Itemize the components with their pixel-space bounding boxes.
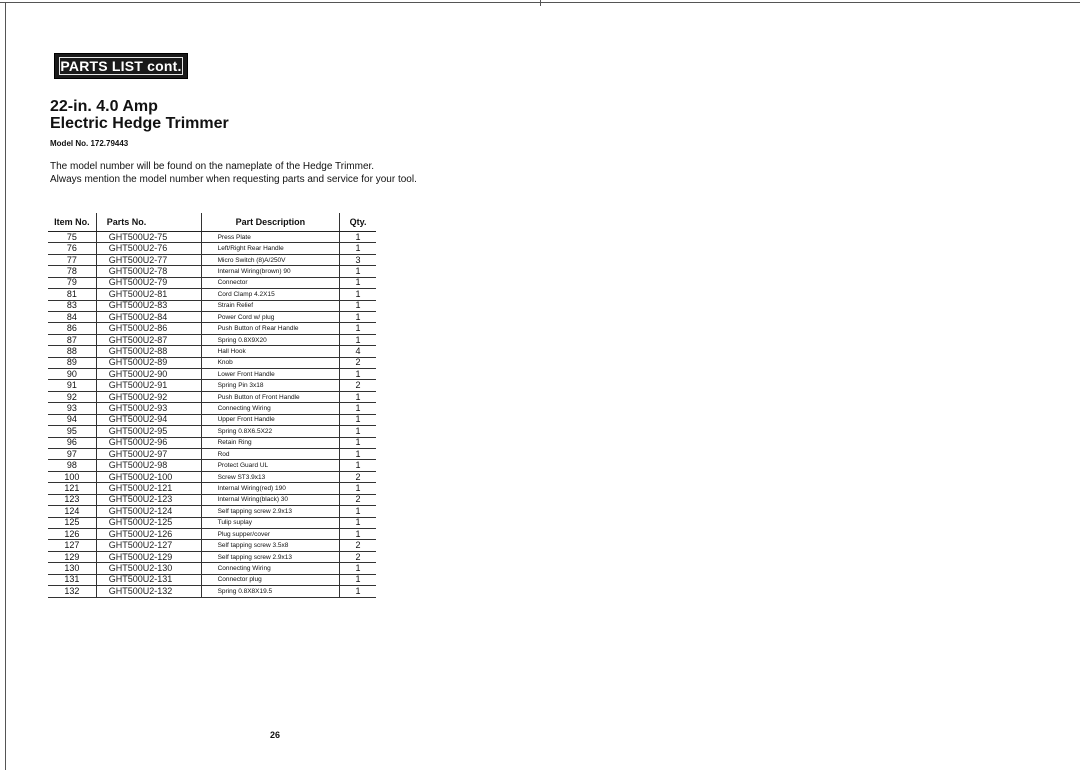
table-row — [48, 277, 376, 288]
cell-parts-no: GHT500U2-89 — [96, 357, 201, 368]
cell-item-no: 97 — [48, 449, 96, 460]
cell-item-no: 91 — [48, 380, 96, 391]
cell-part-description: Hall Hook — [201, 346, 339, 357]
cell-parts-no: GHT500U2-81 — [96, 289, 201, 300]
cell-part-description: Push Button of Front Handle — [201, 391, 339, 402]
cell-qty: 1 — [340, 289, 376, 300]
cell-part-description: Plug supper/cover — [201, 528, 339, 539]
cell-qty: 2 — [340, 494, 376, 505]
cell-item-no: 96 — [48, 437, 96, 448]
parts-table — [48, 213, 376, 598]
table-row — [48, 540, 376, 551]
cell-qty: 1 — [340, 300, 376, 311]
cell-parts-no: GHT500U2-98 — [96, 460, 201, 471]
cell-qty: 1 — [340, 369, 376, 380]
cell-item-no: 83 — [48, 300, 96, 311]
cell-parts-no: GHT500U2-124 — [96, 506, 201, 517]
cell-parts-no: GHT500U2-100 — [96, 471, 201, 482]
cell-part-description: Connecting Wiring — [201, 403, 339, 414]
table-row — [48, 300, 376, 311]
table-row — [48, 334, 376, 345]
cell-part-description: Power Cord w/ plug — [201, 311, 339, 322]
header-part-description: Part Description — [201, 213, 339, 232]
table-row — [48, 563, 376, 574]
table-row — [48, 346, 376, 357]
cell-qty: 1 — [340, 391, 376, 402]
cell-part-description: Push Button of Rear Handle — [201, 323, 339, 334]
table-row — [48, 391, 376, 402]
cell-part-description: Micro Switch (8)A/250V — [201, 254, 339, 265]
cell-qty: 1 — [340, 403, 376, 414]
cell-parts-no: GHT500U2-131 — [96, 574, 201, 585]
table-row — [48, 437, 376, 448]
cell-item-no: 88 — [48, 346, 96, 357]
cell-qty: 1 — [340, 574, 376, 585]
table-row — [48, 357, 376, 368]
cell-parts-no: GHT500U2-88 — [96, 346, 201, 357]
cell-parts-no: GHT500U2-76 — [96, 243, 201, 254]
cell-qty: 1 — [340, 266, 376, 277]
cell-qty: 1 — [340, 586, 376, 597]
cell-qty: 1 — [340, 437, 376, 448]
cell-part-description: Self tapping screw 3.5x8 — [201, 540, 339, 551]
cell-qty: 1 — [340, 506, 376, 517]
table-row — [48, 517, 376, 528]
cell-item-no: 123 — [48, 494, 96, 505]
table-header-row — [48, 213, 376, 232]
cell-qty: 2 — [340, 380, 376, 391]
table-row — [48, 586, 376, 597]
cell-qty: 1 — [340, 323, 376, 334]
page-center-tick — [540, 0, 541, 6]
cell-part-description: Self tapping screw 2.9x13 — [201, 506, 339, 517]
table-row — [48, 369, 376, 380]
table-row — [48, 449, 376, 460]
cell-part-description: Connector — [201, 277, 339, 288]
cell-part-description: Rod — [201, 449, 339, 460]
cell-item-no: 92 — [48, 391, 96, 402]
cell-parts-no: GHT500U2-121 — [96, 483, 201, 494]
page-number: 26 — [269, 730, 280, 740]
cell-item-no: 90 — [48, 369, 96, 380]
cell-part-description: Self tapping screw 2.9x13 — [201, 551, 339, 562]
cell-parts-no: GHT500U2-92 — [96, 391, 201, 402]
cell-part-description: Strain Relief — [201, 300, 339, 311]
cell-qty: 1 — [340, 449, 376, 460]
table-row — [48, 414, 376, 425]
cell-item-no: 75 — [48, 232, 96, 243]
cell-parts-no: GHT500U2-87 — [96, 334, 201, 345]
cell-part-description: Spring 0.8X6.5X22 — [201, 426, 339, 437]
table-row — [48, 403, 376, 414]
cell-part-description: Knob — [201, 357, 339, 368]
cell-qty: 2 — [340, 357, 376, 368]
cell-part-description: Spring Pin 3x18 — [201, 380, 339, 391]
product-title-line1: 22-in. 4.0 Amp — [50, 98, 158, 115]
cell-qty: 4 — [340, 346, 376, 357]
cell-parts-no: GHT500U2-123 — [96, 494, 201, 505]
cell-part-description: Internal Wiring(brown) 90 — [201, 266, 339, 277]
cell-qty: 1 — [340, 528, 376, 539]
cell-qty: 1 — [340, 517, 376, 528]
intro-text — [50, 160, 417, 186]
cell-parts-no: GHT500U2-90 — [96, 369, 201, 380]
cell-part-description: Screw ST3.9x13 — [201, 471, 339, 482]
cell-item-no: 86 — [48, 323, 96, 334]
table-row — [48, 460, 376, 471]
cell-qty: 2 — [340, 540, 376, 551]
header-parts-no: Parts No. — [96, 213, 201, 232]
table-row — [48, 574, 376, 585]
table-row — [48, 551, 376, 562]
cell-qty: 3 — [340, 254, 376, 265]
cell-part-description: Retain Ring — [201, 437, 339, 448]
header-qty: Qty. — [340, 213, 376, 232]
cell-parts-no: GHT500U2-127 — [96, 540, 201, 551]
cell-part-description: Connecting Wiring — [201, 563, 339, 574]
cell-item-no: 129 — [48, 551, 96, 562]
cell-parts-no: GHT500U2-78 — [96, 266, 201, 277]
cell-qty: 2 — [340, 551, 376, 562]
table-row — [48, 254, 376, 265]
cell-item-no: 125 — [48, 517, 96, 528]
cell-item-no: 81 — [48, 289, 96, 300]
table-row — [48, 232, 376, 243]
cell-item-no: 84 — [48, 311, 96, 322]
section-banner-label: PARTS LIST cont. — [60, 58, 182, 74]
cell-parts-no: GHT500U2-96 — [96, 437, 201, 448]
cell-part-description: Cord Clamp 4.2X15 — [201, 289, 339, 300]
cell-parts-no: GHT500U2-84 — [96, 311, 201, 322]
cell-parts-no: GHT500U2-91 — [96, 380, 201, 391]
cell-qty: 1 — [340, 334, 376, 345]
cell-part-description: Internal Wiring(black) 30 — [201, 494, 339, 505]
cell-parts-no: GHT500U2-79 — [96, 277, 201, 288]
cell-parts-no: GHT500U2-77 — [96, 254, 201, 265]
cell-item-no: 126 — [48, 528, 96, 539]
cell-part-description: Left/Right Rear Handle — [201, 243, 339, 254]
cell-part-description: Upper Front Handle — [201, 414, 339, 425]
cell-item-no: 79 — [48, 277, 96, 288]
table-row — [48, 483, 376, 494]
cell-item-no: 124 — [48, 506, 96, 517]
table-row — [48, 506, 376, 517]
table-row — [48, 471, 376, 482]
cell-item-no: 76 — [48, 243, 96, 254]
product-title-line2: Electric Hedge Trimmer — [50, 115, 229, 132]
cell-item-no: 95 — [48, 426, 96, 437]
intro-line-2: Always mention the model number when requesting parts and service for your tool. — [50, 174, 417, 185]
cell-parts-no: GHT500U2-125 — [96, 517, 201, 528]
cell-parts-no: GHT500U2-86 — [96, 323, 201, 334]
table-row — [48, 311, 376, 322]
cell-item-no: 93 — [48, 403, 96, 414]
cell-part-description: Spring 0.8X9X20 — [201, 334, 339, 345]
cell-item-no: 132 — [48, 586, 96, 597]
intro-line-1: The model number will be found on the nameplate of the Hedge Trimmer. — [50, 161, 375, 172]
cell-part-description: Press Plate — [201, 232, 339, 243]
cell-parts-no: GHT500U2-94 — [96, 414, 201, 425]
cell-parts-no: GHT500U2-75 — [96, 232, 201, 243]
table-row — [48, 323, 376, 334]
cell-part-description: Tulip suplay — [201, 517, 339, 528]
cell-qty: 1 — [340, 277, 376, 288]
cell-part-description: Lower Front Handle — [201, 369, 339, 380]
cell-item-no: 89 — [48, 357, 96, 368]
cell-item-no: 98 — [48, 460, 96, 471]
cell-qty: 2 — [340, 471, 376, 482]
cell-qty: 1 — [340, 483, 376, 494]
cell-item-no: 94 — [48, 414, 96, 425]
cell-qty: 1 — [340, 426, 376, 437]
cell-parts-no: GHT500U2-83 — [96, 300, 201, 311]
parts-table-body — [48, 232, 376, 598]
cell-parts-no: GHT500U2-126 — [96, 528, 201, 539]
cell-qty: 1 — [340, 414, 376, 425]
model-number: Model No. 172.79443 — [50, 139, 129, 148]
cell-parts-no: GHT500U2-95 — [96, 426, 201, 437]
cell-item-no: 100 — [48, 471, 96, 482]
cell-part-description: Internal Wiring(red) 190 — [201, 483, 339, 494]
cell-qty: 1 — [340, 563, 376, 574]
table-row — [48, 266, 376, 277]
table-row — [48, 528, 376, 539]
table-row — [48, 243, 376, 254]
cell-item-no: 131 — [48, 574, 96, 585]
cell-parts-no: GHT500U2-93 — [96, 403, 201, 414]
cell-parts-no: GHT500U2-129 — [96, 551, 201, 562]
table-row — [48, 426, 376, 437]
cell-parts-no: GHT500U2-97 — [96, 449, 201, 460]
header-item-no: Item No. — [48, 213, 96, 232]
cell-item-no: 87 — [48, 334, 96, 345]
cell-part-description: Connector plug — [201, 574, 339, 585]
cell-item-no: 130 — [48, 563, 96, 574]
cell-qty: 1 — [340, 460, 376, 471]
product-title — [50, 98, 229, 132]
cell-item-no: 77 — [48, 254, 96, 265]
cell-item-no: 78 — [48, 266, 96, 277]
cell-qty: 1 — [340, 311, 376, 322]
table-row — [48, 494, 376, 505]
cell-item-no: 121 — [48, 483, 96, 494]
cell-parts-no: GHT500U2-132 — [96, 586, 201, 597]
table-row — [48, 380, 376, 391]
section-banner — [54, 53, 188, 79]
cell-qty: 1 — [340, 243, 376, 254]
table-row — [48, 289, 376, 300]
cell-item-no: 127 — [48, 540, 96, 551]
page-left-rule — [5, 2, 6, 770]
cell-parts-no: GHT500U2-130 — [96, 563, 201, 574]
cell-part-description: Spring 0.8X8X19.5 — [201, 586, 339, 597]
cell-qty: 1 — [340, 232, 376, 243]
cell-part-description: Protect Guard UL — [201, 460, 339, 471]
